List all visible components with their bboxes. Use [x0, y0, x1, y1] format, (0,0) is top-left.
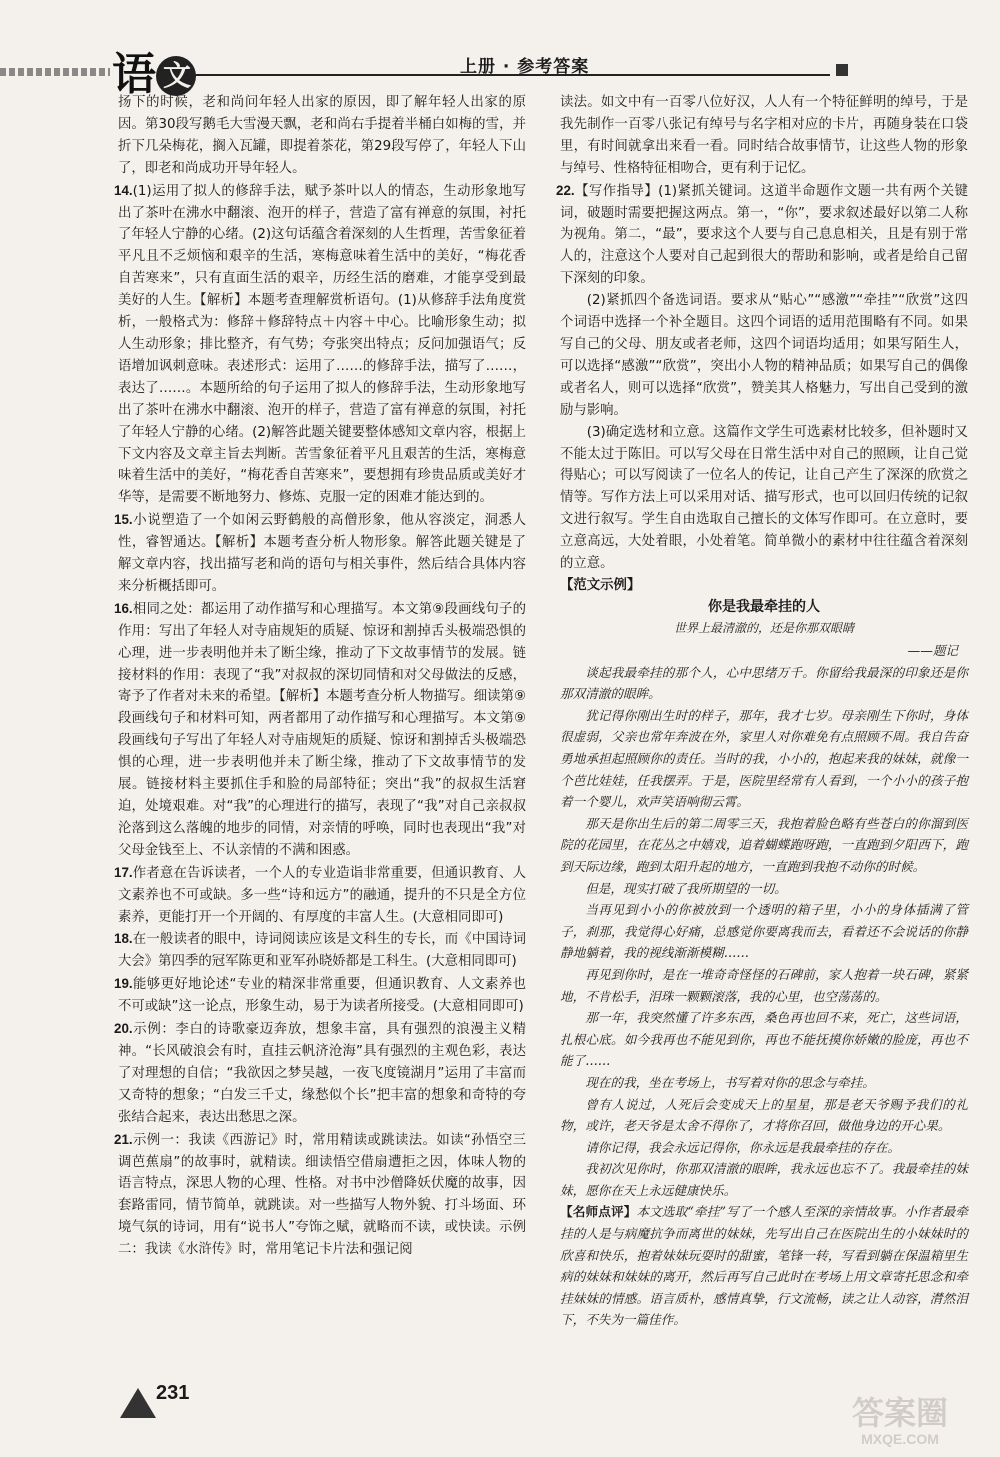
essay-paragraph: 再见到你时，是在一堆奇奇怪怪的石碑前，家人抱着一块石碑，紧紧地，不肯松手，泪珠一颗颗滚落，我的心里，也空荡荡的。: [560, 966, 968, 1004]
right-column: [556, 92, 968, 1331]
header-title: 上册 · 参考答案: [460, 57, 590, 77]
essay-paragraph: 犹记得你刚出生时的样子，那年，我才七岁。母亲刚生下你时，身体很虚弱，父亲也常年奔波在外，家里人对你难免有点照顾不周。我自告奋勇地承担起照顾你的责任。当时的我，小小的，抱起来我的妹妹，就像一个芭比娃娃，任我摆弄。于是，医院里经常有人看到，一个小小的孩子抱着一个婴儿，欢声笑语响彻云霄。: [560, 707, 968, 810]
watermark: 答案圈 MXQE.COM: [851, 1395, 948, 1447]
essay-epigraph-sign: ——题记: [907, 643, 958, 659]
subject-char-wen: 文: [156, 56, 196, 96]
answer-20: 20.示例：李白的诗歌豪迈奔放，想象丰富，具有强烈的浪漫主义精神。“长风破浪会有时，直挂云帆济沧海”具有强烈的主观色彩，表达了对理想的自信；“我欲因之梦吴越，一夜飞度镜湖月”运用了丰富而又奇特的想象；“白发三千丈，缘愁似个长”把丰富的想象和奇特的夸张结合起来，表达出愁思之深。: [114, 1021, 526, 1125]
essay-paragraph: 但是，现实打破了我所期望的一切。: [585, 880, 787, 896]
essay-paragraph: 现在的我，坐在考场上，书写着对你的思念与牵挂。: [585, 1074, 875, 1090]
essay-paragraph: 谈起我最牵挂的那个人，心中思绪万千。你留给我最深的印象还是你那双清澈的眼眸。: [560, 664, 968, 702]
answer-22-part3: (3)确定选材和立意。这篇作文学生可选素材比较多，但补题时又不能太过于陈旧。可以写父母在日常生活中对自己的照顾，让自己觉得贴心；可以写阅读了一位名人的传记，让自己产生了深深的欣赏之情等。写作方法上可以采用对话、描写形式，也可以回归传统的记叙文进行叙写。学生自由选取自己擅长的文体写作即可。在立意时，要立意高远，大处着眼，小处着笔。简单微小的素材中往往蕴含着深刻的立意。: [560, 424, 968, 572]
header-square-mark: [836, 64, 848, 76]
answer-21: 21.示例一：我读《西游记》时，常用精读或跳读法。如读“孙悟空三调芭蕉扇”的故事时，就精读。细读悟空借扇遭拒之因，体味人物的语言特点，深思人物的心理、性格。对书中沙僧降妖伏魔的故事，因套路雷同，情节简单，就跳读。对一些描写人物外貌、打斗场面、环境气氛的诗词，用有“说书人”夸饰之赋，就略而不读，或快读。示例二：我读《水浒传》时，常用笔记卡片法和强记阅: [114, 1131, 526, 1258]
page-number: 231: [120, 1380, 200, 1420]
essay-paragraph: 请你记得，我会永远记得你，你永远是我最牵挂的存在。: [585, 1139, 901, 1155]
essay-paragraph: 我初次见你时，你那双清澈的眼眸，我永远也忘不了。我最牵挂的妹妹，愿你在天上永远健康快乐。: [560, 1161, 968, 1198]
sample-label: 【范文示例】: [560, 577, 641, 593]
answer-14: 14.(1)运用了拟人的修辞手法，赋予茶叶以人的情态，生动形象地写出了茶叶在沸水中翻滚、泡开的样子，营造了富有禅意的氛围，衬托了年轻人宁静的心绪。(2)这句话蕴含着深刻的人生哲理，苦雪象征着平凡且不乏烦恼和艰辛的生活，寒梅意味着生活中的美好，“梅花香自苦寒来”，只有直面生活的艰辛，历经生活的磨难，才能享受到最美好的人生。【解析】本题考查理解赏析语句。(1)从修辞手法角度赏析，一般格式为：修辞＋修辞特点＋内容＋中心。比喻形象生动；拟人生动形象；排比整齐，有气势；夸张突出特点；反问加强语气；反语增加讽刺意味。表述形式：运用了……的修辞手法，描写了……，表达了……。本题所给的句子运用了拟人的修辞手法，生动形象地写出了茶叶在沸水中翻滚、泡开的样子，营造了富有禅意的氛围，衬托了年轻人宁静的心绪。(2)解答此题关键要整体感知文章内容，根据上下文内容及文章主旨去判断。苦雪象征着平凡且艰苦的生活，寒梅意味着生活中的美好，“梅花香自苦寒来”，要想拥有珍贵品质或美好才华等，是需要不断地努力、修炼、克服一定的困难才能达到的。: [114, 182, 526, 506]
essay-title: 你是我最牵挂的人: [708, 598, 820, 615]
answer-22: 22.【写作指导】(1)紧抓关键词。这道半命题作文题一共有两个关键词，破题时需要把握这两点。第一，“你”，要求叙述最好以第二人称为视角。第二，“最”，要求这个人要与自己息息相关，且是有别于常人的，注意这个人要对自己起到很大的帮助和影响，或者是给自己留下深刻的印象。: [556, 182, 968, 287]
essay-paragraph: 那天是你出生后的第二周零三天，我抱着脸色略有些苍白的你溜到医院的花园里，在花丛之中嬉戏，追着蝴蝶跑呀跑，一直跑到夕阳西下，跑到天际边缘，跑到太阳升起的地方，一直跑到我抱不动你的时候。: [560, 815, 968, 874]
page-header: [0, 0, 1000, 100]
essay-paragraph: 曾有人说过，人死后会变成天上的星星，那是老天爷赐予我们的礼物，或许，老天爷是太舍不得你了，才将你召回，做他身边的开心果。: [560, 1096, 968, 1134]
answer-19: 19.能够更好地论述“专业的精深非常重要，但通识教育、人文素养也不可或缺”这一论点，形象生动，易于为读者所接受。(大意相同即可): [114, 976, 526, 1015]
answer-22-part2: (2)紧抓四个备选词语。要求从“贴心”“感激”“牵挂”“欣赏”这四个词语中选择一个补全题目。这四个词语的适用范围略有不同。如果写自己的父母、朋友或者老师，这四个词语均适用；如果写陌生人，可以选择“感激”“欣赏”，突出小人物的精神品质；如果写自己的偶像或者名人，则可以选择“欣赏”，赞美其人格魅力，写出自己受到的激励与影响。: [560, 293, 968, 418]
essay-paragraph: 那一年，我突然懂了许多东西，桑色再也回不来，死亡，这些词语，扎根心底。如今我再也不能见到你，再也不能抚摸你娇嫩的脸庞，再也不能了……: [560, 1010, 968, 1069]
header-decoration: [0, 68, 110, 76]
answer-17: 17.作者意在告诉读者，一个人的专业造诣非常重要，但通识教育、人文素养也不可或缺。多一些“诗和远方”的融通，提升的不只是全方位素养，更能打开一个开阔的、有厚度的丰富人生。(大意相同即可): [114, 864, 526, 925]
essay-paragraph: 当再见到小小的你被放到一个透明的箱子里，小小的身体插满了管子，刹那，我觉得心好痛，总感觉你要离我而去，看着还不会说话的你静静地躺着，我的视线渐渐模糊……: [560, 902, 968, 961]
essay-epigraph: 世界上最清澈的，还是你那双眼睛: [673, 621, 854, 636]
teacher-comment: 【名师点评】本文选取“牵挂”写了一个感人至深的亲情故事。小作者最牵挂的人是与病魔抗争而离世的妹妹，先写出自己在医院出生的小妹妹时的欣喜和快乐，抱着妹妹玩耍时的甜蜜，笔锋一转，写看到躺在保温箱里生病的妹妹和妹妹的离开，然后再写自己此时在考场上用文章寄托思念和牵挂妹妹的情感。语言质朴，感情真挚，行文流畅，读之让人动容，潸然泪下，不失为一篇佳作。: [560, 1204, 968, 1328]
answer-21-cont: 读法。如文中有一百零八位好汉，人人有一个特征鲜明的绰号，于是我先制作一百零八张记有绰号与名字相对应的卡片，再随身装在口袋里，有时间就拿出来看一看。同时结合故事情节，让这些人物的形象与绰号、性格特征相吻合，更有利于记忆。: [560, 95, 968, 176]
answer-15: 15.小说塑造了一个如闲云野鹤般的高僧形象，他从容淡定，洞悉人性，睿智通达。【解析】本题考查分析人物形象。解答此题关键是了解文章内容，找出描写老和尚的语句与相关事件，然后结合具体内容来分析概括即可。: [114, 512, 526, 594]
answer-18: 18.在一般读者的眼中，诗词阅读应该是文科生的专长，而《中国诗词大会》第四季的冠军陈更和亚军孙晓娇都是工科生。(大意相同即可): [114, 931, 526, 970]
triangle-icon: [120, 1388, 156, 1418]
subject-char-yu: 语: [112, 49, 154, 100]
answer-16: 16.相同之处：都运用了动作描写和心理描写。本文第⑨段画线句子的作用：写出了年轻人对寺庙规矩的质疑、惊讶和割掉舌头极端恐惧的心理，进一步表明他并未了断尘缘，推动了下文故事情节的发展。链接材料的作用：表现了“我”对叔叔的深切同情和对父母做法的反感，寄予了作者对未来的希望。【解析】本题考查分析人物描写。细读第⑨段画线句子和材料可知，两者都用了动作描写和心理描写。本文第⑨段画线句子写出了年轻人对寺庙规矩的质疑、惊讶和割掉舌头极端恐惧的心理，进一步表明他并未了断尘缘，推动了下文故事情节的发展。链接材料主要抓住手和脸的局部特征；突出“我”的叔叔生活窘迫，处境艰难。对“我”的心理进行的描写，表现了“我”对自己亲叔叔沦落到这么落魄的地步的同情，对亲情的呼唤，同时也表现出“我”对父母金钱至上、不认亲情的不满和困惑。: [114, 600, 526, 858]
left-column: [114, 92, 526, 1261]
sample-essay: [560, 597, 968, 1331]
answer-13-cont: 扬下的时候，老和尚问年轻人出家的原因，即了解年轻人出家的原因。第30段写鹅毛大雪漫天飘，老和尚右手提着半桶白如梅的雪，并折下几朵梅花，搁入瓦罐，即提着茶花，第29段写停了，年轻人下山了，即老和尚成功开导年轻人。: [118, 95, 526, 176]
